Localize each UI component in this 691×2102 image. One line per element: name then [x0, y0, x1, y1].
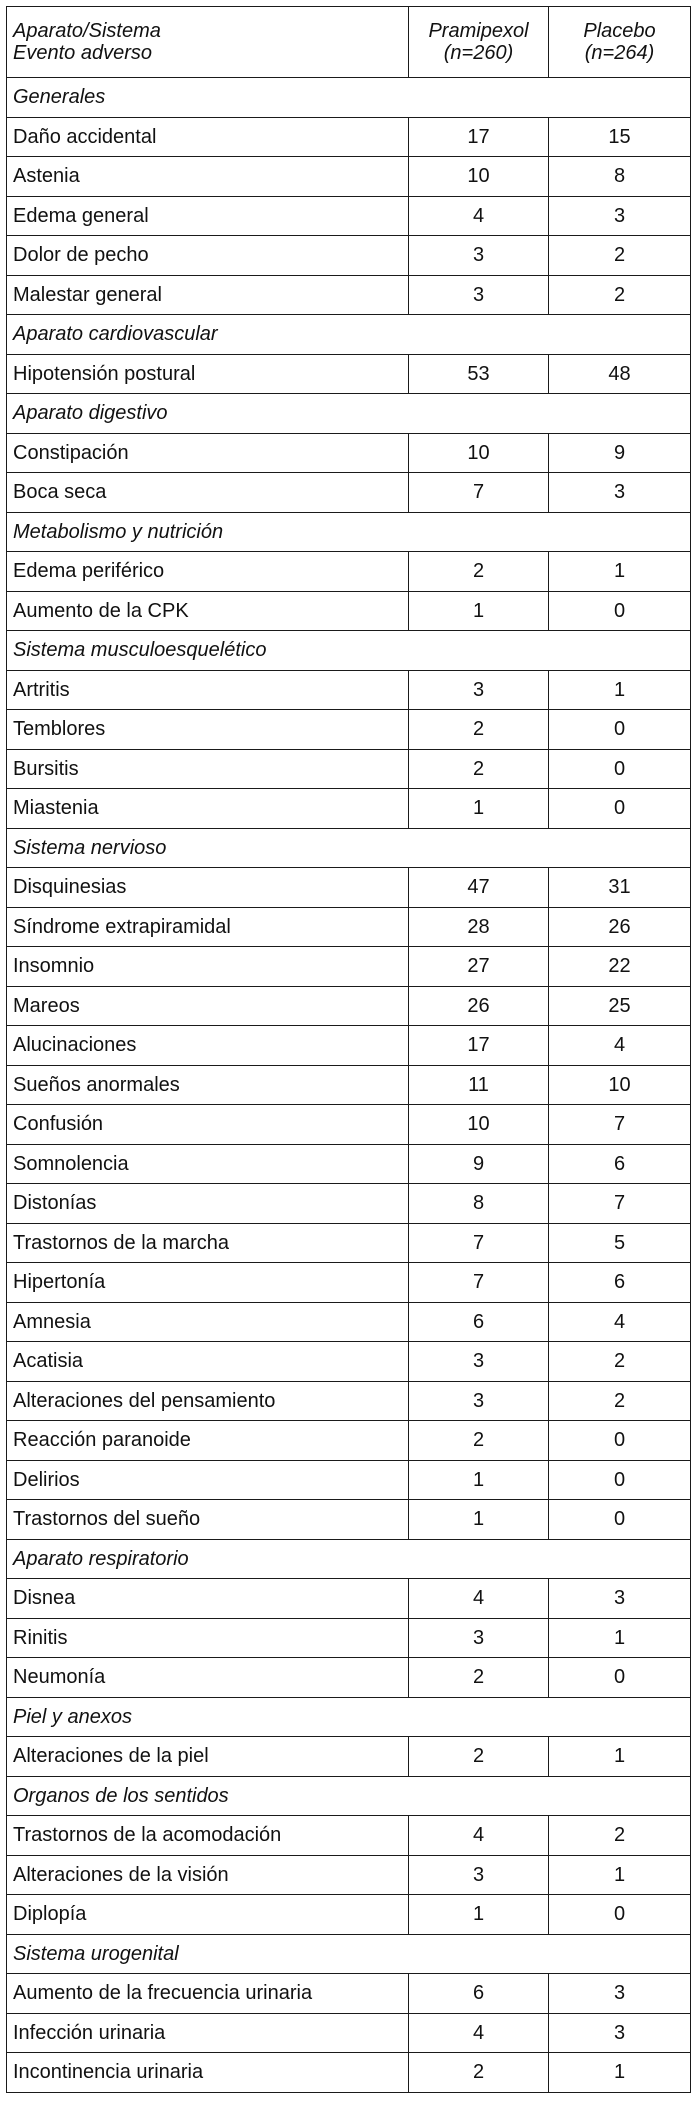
- event-name-cell: Distonías: [7, 1184, 409, 1224]
- pramipexol-count-cell: 1: [409, 1460, 549, 1500]
- placebo-count-cell: 25: [549, 986, 691, 1026]
- event-name-cell: Insomnio: [7, 947, 409, 987]
- event-name-cell: Dolor de pecho: [7, 236, 409, 276]
- header-placebo-label: Placebo: [583, 20, 656, 42]
- pramipexol-count-cell: 3: [409, 1618, 549, 1658]
- pramipexol-count-cell: 27: [409, 947, 549, 987]
- section-row: [7, 512, 691, 552]
- event-name-cell: Edema periférico: [7, 552, 409, 592]
- placebo-count-cell: 0: [549, 1658, 691, 1698]
- pramipexol-count-cell: 3: [409, 275, 549, 315]
- table-row: [7, 1144, 691, 1184]
- event-name-cell: Disquinesias: [7, 868, 409, 908]
- event-name-cell: Alteraciones de la piel: [7, 1737, 409, 1777]
- table-row: [7, 1263, 691, 1303]
- table-row: [7, 433, 691, 473]
- pramipexol-count-cell: 2: [409, 1658, 549, 1698]
- placebo-count-cell: 1: [549, 1618, 691, 1658]
- pramipexol-count-cell: 3: [409, 236, 549, 276]
- placebo-count-cell: 0: [549, 789, 691, 829]
- placebo-count-cell: 4: [549, 1026, 691, 1066]
- event-name-cell: Confusión: [7, 1105, 409, 1145]
- placebo-count-cell: 10: [549, 1065, 691, 1105]
- pramipexol-count-cell: 53: [409, 354, 549, 394]
- table-row: [7, 354, 691, 394]
- event-name-cell: Constipación: [7, 433, 409, 473]
- adverse-events-table: [6, 6, 691, 2093]
- table-row: [7, 2013, 691, 2053]
- pramipexol-count-cell: 4: [409, 1816, 549, 1856]
- placebo-count-cell: 0: [549, 1500, 691, 1540]
- placebo-count-cell: 26: [549, 907, 691, 947]
- placebo-count-cell: 7: [549, 1105, 691, 1145]
- placebo-count-cell: 0: [549, 710, 691, 750]
- pramipexol-count-cell: 4: [409, 1579, 549, 1619]
- pramipexol-count-cell: 28: [409, 907, 549, 947]
- section-row: [7, 1934, 691, 1974]
- event-name-cell: Hipotensión postural: [7, 354, 409, 394]
- event-name-cell: Trastornos de la acomodación: [7, 1816, 409, 1856]
- pramipexol-count-cell: 3: [409, 670, 549, 710]
- event-name-cell: Temblores: [7, 710, 409, 750]
- pramipexol-count-cell: 3: [409, 1342, 549, 1382]
- table-body: [7, 78, 691, 2093]
- placebo-count-cell: 31: [549, 868, 691, 908]
- event-name-cell: Artritis: [7, 670, 409, 710]
- pramipexol-count-cell: 26: [409, 986, 549, 1026]
- table-row: [7, 275, 691, 315]
- table-row: [7, 552, 691, 592]
- table-row: [7, 1579, 691, 1619]
- section-title: Piel y anexos: [7, 1697, 691, 1737]
- event-name-cell: Hipertonía: [7, 1263, 409, 1303]
- table-row: [7, 1974, 691, 2014]
- event-name-cell: Diplopía: [7, 1895, 409, 1935]
- pramipexol-count-cell: 6: [409, 1974, 549, 2014]
- header-placebo-n: (n=264): [584, 42, 655, 64]
- event-name-cell: Daño accidental: [7, 117, 409, 157]
- placebo-count-cell: 8: [549, 157, 691, 197]
- event-name-cell: Alucinaciones: [7, 1026, 409, 1066]
- pramipexol-count-cell: 2: [409, 2053, 549, 2093]
- event-name-cell: Malestar general: [7, 275, 409, 315]
- placebo-count-cell: 48: [549, 354, 691, 394]
- header-system-event: [7, 7, 409, 78]
- section-title: Generales: [7, 78, 691, 118]
- event-name-cell: Boca seca: [7, 473, 409, 513]
- pramipexol-count-cell: 1: [409, 789, 549, 829]
- table-row: [7, 1184, 691, 1224]
- table-row: [7, 1460, 691, 1500]
- event-name-cell: Síndrome extrapiramidal: [7, 907, 409, 947]
- event-name-cell: Aumento de la frecuencia urinaria: [7, 1974, 409, 2014]
- pramipexol-count-cell: 7: [409, 1223, 549, 1263]
- pramipexol-count-cell: 4: [409, 196, 549, 236]
- pramipexol-count-cell: 17: [409, 1026, 549, 1066]
- section-row: [7, 78, 691, 118]
- event-name-cell: Trastornos del sueño: [7, 1500, 409, 1540]
- table-row: [7, 1737, 691, 1777]
- section-title: Sistema musculoesquelético: [7, 631, 691, 671]
- section-row: [7, 394, 691, 434]
- table-row: [7, 236, 691, 276]
- table-row: [7, 1855, 691, 1895]
- pramipexol-count-cell: 4: [409, 2013, 549, 2053]
- table-row: [7, 1816, 691, 1856]
- placebo-count-cell: 3: [549, 196, 691, 236]
- table-row: [7, 710, 691, 750]
- table-row: [7, 1223, 691, 1263]
- header-event-label: Evento adverso: [13, 42, 152, 64]
- placebo-count-cell: 5: [549, 1223, 691, 1263]
- placebo-count-cell: 2: [549, 275, 691, 315]
- table-header: [7, 7, 691, 78]
- placebo-count-cell: 3: [549, 1579, 691, 1619]
- section-row: [7, 631, 691, 671]
- table-row: [7, 2053, 691, 2093]
- table-row: [7, 117, 691, 157]
- event-name-cell: Amnesia: [7, 1302, 409, 1342]
- placebo-count-cell: 3: [549, 2013, 691, 2053]
- header-system-label: Aparato/Sistema: [13, 20, 161, 42]
- section-title: Aparato respiratorio: [7, 1539, 691, 1579]
- pramipexol-count-cell: 17: [409, 117, 549, 157]
- table-row: [7, 947, 691, 987]
- table-row: [7, 907, 691, 947]
- placebo-count-cell: 1: [549, 1737, 691, 1777]
- event-name-cell: Delirios: [7, 1460, 409, 1500]
- event-name-cell: Alteraciones de la visión: [7, 1855, 409, 1895]
- pramipexol-count-cell: 2: [409, 1421, 549, 1461]
- placebo-count-cell: 0: [549, 1895, 691, 1935]
- section-row: [7, 1697, 691, 1737]
- pramipexol-count-cell: 11: [409, 1065, 549, 1105]
- header-placebo: [549, 7, 691, 78]
- event-name-cell: Alteraciones del pensamiento: [7, 1381, 409, 1421]
- placebo-count-cell: 3: [549, 1974, 691, 2014]
- pramipexol-count-cell: 3: [409, 1381, 549, 1421]
- section-title: Organos de los sentidos: [7, 1776, 691, 1816]
- event-name-cell: Somnolencia: [7, 1144, 409, 1184]
- event-name-cell: Aumento de la CPK: [7, 591, 409, 631]
- pramipexol-count-cell: 2: [409, 710, 549, 750]
- placebo-count-cell: 2: [549, 1381, 691, 1421]
- header-row: [7, 7, 691, 78]
- table-row: [7, 1026, 691, 1066]
- table-row: [7, 749, 691, 789]
- table-row: [7, 1618, 691, 1658]
- pramipexol-count-cell: 7: [409, 473, 549, 513]
- event-name-cell: Rinitis: [7, 1618, 409, 1658]
- event-name-cell: Infección urinaria: [7, 2013, 409, 2053]
- table-row: [7, 868, 691, 908]
- table-row: [7, 473, 691, 513]
- pramipexol-count-cell: 8: [409, 1184, 549, 1224]
- pramipexol-count-cell: 10: [409, 157, 549, 197]
- pramipexol-count-cell: 2: [409, 1737, 549, 1777]
- table-row: [7, 986, 691, 1026]
- placebo-count-cell: 0: [549, 1421, 691, 1461]
- event-name-cell: Acatisia: [7, 1342, 409, 1382]
- placebo-count-cell: 0: [549, 1460, 691, 1500]
- event-name-cell: Incontinencia urinaria: [7, 2053, 409, 2093]
- placebo-count-cell: 1: [549, 2053, 691, 2093]
- section-title: Metabolismo y nutrición: [7, 512, 691, 552]
- section-title: Aparato cardiovascular: [7, 315, 691, 355]
- placebo-count-cell: 1: [549, 552, 691, 592]
- event-name-cell: Edema general: [7, 196, 409, 236]
- pramipexol-count-cell: 1: [409, 591, 549, 631]
- placebo-count-cell: 0: [549, 749, 691, 789]
- event-name-cell: Reacción paranoide: [7, 1421, 409, 1461]
- table-row: [7, 1658, 691, 1698]
- pramipexol-count-cell: 7: [409, 1263, 549, 1303]
- table-row: [7, 1500, 691, 1540]
- placebo-count-cell: 0: [549, 591, 691, 631]
- pramipexol-count-cell: 10: [409, 1105, 549, 1145]
- table-row: [7, 1421, 691, 1461]
- pramipexol-count-cell: 10: [409, 433, 549, 473]
- table-row: [7, 1302, 691, 1342]
- table-row: [7, 670, 691, 710]
- placebo-count-cell: 15: [549, 117, 691, 157]
- pramipexol-count-cell: 2: [409, 749, 549, 789]
- section-row: [7, 1776, 691, 1816]
- event-name-cell: Sueños anormales: [7, 1065, 409, 1105]
- section-title: Sistema urogenital: [7, 1934, 691, 1974]
- table-row: [7, 1065, 691, 1105]
- placebo-count-cell: 2: [549, 1342, 691, 1382]
- placebo-count-cell: 7: [549, 1184, 691, 1224]
- table-row: [7, 157, 691, 197]
- placebo-count-cell: 1: [549, 670, 691, 710]
- placebo-count-cell: 22: [549, 947, 691, 987]
- event-name-cell: Neumonía: [7, 1658, 409, 1698]
- section-row: [7, 1539, 691, 1579]
- pramipexol-count-cell: 1: [409, 1500, 549, 1540]
- section-row: [7, 828, 691, 868]
- section-title: Aparato digestivo: [7, 394, 691, 434]
- placebo-count-cell: 9: [549, 433, 691, 473]
- placebo-count-cell: 2: [549, 236, 691, 276]
- placebo-count-cell: 6: [549, 1144, 691, 1184]
- event-name-cell: Astenia: [7, 157, 409, 197]
- pramipexol-count-cell: 2: [409, 552, 549, 592]
- placebo-count-cell: 2: [549, 1816, 691, 1856]
- event-name-cell: Miastenia: [7, 789, 409, 829]
- pramipexol-count-cell: 47: [409, 868, 549, 908]
- table-row: [7, 196, 691, 236]
- pramipexol-count-cell: 9: [409, 1144, 549, 1184]
- placebo-count-cell: 3: [549, 473, 691, 513]
- section-row: [7, 315, 691, 355]
- table-row: [7, 1105, 691, 1145]
- placebo-count-cell: 6: [549, 1263, 691, 1303]
- placebo-count-cell: 4: [549, 1302, 691, 1342]
- placebo-count-cell: 1: [549, 1855, 691, 1895]
- event-name-cell: Trastornos de la marcha: [7, 1223, 409, 1263]
- pramipexol-count-cell: 6: [409, 1302, 549, 1342]
- header-pramipexol-n: (n=260): [443, 42, 514, 64]
- section-title: Sistema nervioso: [7, 828, 691, 868]
- table-row: [7, 789, 691, 829]
- table-row: [7, 1381, 691, 1421]
- table-row: [7, 1342, 691, 1382]
- header-pramipexol-label: Pramipexol: [428, 20, 529, 42]
- event-name-cell: Disnea: [7, 1579, 409, 1619]
- header-pramipexol: [409, 7, 549, 78]
- pramipexol-count-cell: 3: [409, 1855, 549, 1895]
- pramipexol-count-cell: 1: [409, 1895, 549, 1935]
- table-row: [7, 591, 691, 631]
- event-name-cell: Bursitis: [7, 749, 409, 789]
- event-name-cell: Mareos: [7, 986, 409, 1026]
- table-row: [7, 1895, 691, 1935]
